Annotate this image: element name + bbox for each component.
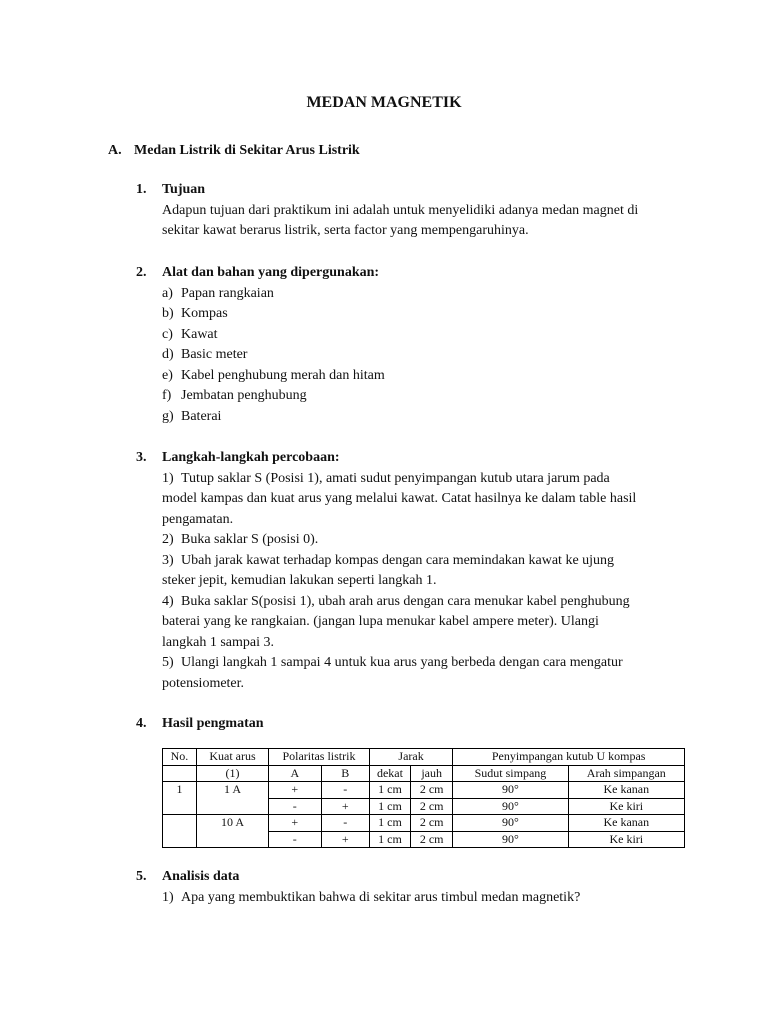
table-cell: - bbox=[321, 782, 369, 799]
header-cell: dekat bbox=[369, 765, 410, 782]
step-line bbox=[162, 612, 686, 633]
table-cell: 90° bbox=[453, 815, 568, 832]
table-cell: - bbox=[321, 815, 369, 832]
list-text: Basic meter bbox=[181, 347, 248, 362]
step-text: baterai yang ke rangkaian. (jangan lupa menukar kabel ampere meter). Ulangi bbox=[162, 614, 599, 629]
step-line bbox=[162, 510, 686, 531]
header-cell: Sudut simpang bbox=[453, 765, 568, 782]
table-cell: 2 cm bbox=[411, 831, 453, 848]
table-header-row bbox=[163, 749, 685, 766]
section-number: 2. bbox=[136, 265, 147, 280]
equipment-list bbox=[162, 284, 686, 428]
section-heading bbox=[136, 180, 686, 201]
list-item bbox=[162, 304, 686, 325]
list-item bbox=[162, 407, 686, 428]
step-marker: 4) bbox=[162, 593, 174, 609]
header-cell: A bbox=[269, 765, 322, 782]
section-heading bbox=[136, 263, 686, 284]
header-cell: Polaritas listrik bbox=[269, 749, 370, 766]
section-alat-bahan bbox=[136, 263, 686, 427]
list-marker: a) bbox=[162, 285, 173, 301]
table-cell: 1 cm bbox=[369, 798, 410, 815]
step-text: Ubah jarak kawat terhadap kompas dengan cara memindakan kawat ke ujung bbox=[181, 552, 615, 568]
table-cell: 10 A bbox=[196, 815, 268, 832]
step-text: potensiometer. bbox=[162, 675, 245, 691]
step-text: Buka saklar S(posisi 1), ubah arah arus dengan cara menukar kabel penghubung bbox=[181, 593, 630, 609]
header-cell: (1) bbox=[196, 765, 268, 782]
list-text: Jembatan penghubung bbox=[181, 388, 307, 403]
step-marker: 2) bbox=[162, 532, 174, 547]
step-text: pengamatan. bbox=[162, 511, 234, 527]
table-cell: 90° bbox=[453, 782, 568, 799]
list-marker: d) bbox=[162, 347, 174, 362]
table-cell: - bbox=[269, 798, 322, 815]
table-row bbox=[163, 798, 685, 815]
table-cell: 1 A bbox=[196, 782, 268, 799]
table-cell bbox=[163, 815, 197, 848]
step-text: langkah 1 sampai 3. bbox=[162, 634, 274, 650]
section-title: Alat dan bahan yang dipergunakan: bbox=[162, 265, 380, 280]
section-number: 4. bbox=[136, 716, 147, 731]
table-subheader-row bbox=[163, 765, 685, 782]
table-cell: + bbox=[269, 782, 322, 799]
list-item bbox=[162, 386, 686, 407]
question-line bbox=[162, 888, 686, 909]
step-text: Tutup saklar S (Posisi 1), amati sudut penyimpangan kutub utara jarum pada bbox=[181, 470, 610, 486]
list-marker: b) bbox=[162, 306, 174, 321]
list-marker: c) bbox=[162, 326, 173, 342]
section-body bbox=[162, 201, 686, 242]
table-cell: + bbox=[321, 798, 369, 815]
table-cell bbox=[196, 831, 268, 848]
section-title: Langkah-langkah percobaan: bbox=[162, 450, 340, 465]
section-heading bbox=[136, 714, 686, 735]
section-heading bbox=[136, 867, 686, 888]
list-item bbox=[162, 325, 686, 346]
step-marker: 3) bbox=[162, 552, 174, 568]
table-cell: Ke kanan bbox=[568, 815, 684, 832]
list-text: Baterai bbox=[181, 408, 222, 424]
table-cell: 2 cm bbox=[411, 815, 453, 832]
header-cell: Penyimpangan kutub U kompas bbox=[453, 749, 685, 766]
step-line bbox=[162, 551, 686, 572]
table-cell bbox=[196, 798, 268, 815]
table-cell: + bbox=[321, 831, 369, 848]
table-cell: 90° bbox=[453, 798, 568, 815]
section-langkah bbox=[136, 448, 686, 694]
table-cell: 1 bbox=[163, 782, 197, 815]
step-line bbox=[162, 653, 686, 674]
section-a-heading bbox=[108, 141, 360, 162]
step-text: model kampas dan kuat arus yang melalui kawat. Catat hasilnya ke dalam table hasil bbox=[162, 491, 637, 506]
header-cell: Kuat arus bbox=[196, 749, 268, 766]
list-item bbox=[162, 366, 686, 387]
section-hasil bbox=[136, 714, 686, 735]
list-marker: e) bbox=[162, 367, 173, 383]
table-row bbox=[163, 782, 685, 799]
section-analisis bbox=[136, 867, 686, 908]
table-cell: Ke kiri bbox=[568, 798, 684, 815]
list-text: Papan rangkaian bbox=[181, 285, 274, 301]
step-text: Buka saklar S (posisi 0). bbox=[181, 532, 319, 547]
section-number: 1. bbox=[136, 182, 147, 197]
section-heading bbox=[136, 448, 686, 469]
step-line bbox=[162, 592, 686, 613]
section-title: Hasil pengmatan bbox=[162, 716, 264, 731]
table-cell: Ke kiri bbox=[568, 831, 684, 848]
table-cell: 2 cm bbox=[411, 782, 453, 799]
table-cell: 90° bbox=[453, 831, 568, 848]
section-title: Analisis data bbox=[162, 869, 240, 884]
paragraph-line: Adapun tujuan dari praktikum ini adalah untuk menyelidiki adanya medan magnet di bbox=[162, 202, 639, 218]
list-item bbox=[162, 345, 686, 366]
step-line bbox=[162, 469, 686, 490]
header-cell: jauh bbox=[411, 765, 453, 782]
step-marker: 1) bbox=[162, 470, 174, 486]
steps-list bbox=[162, 469, 686, 695]
step-text: Ulangi langkah 1 sampai 4 untuk kua arus yang berbeda dengan cara mengatur bbox=[181, 655, 623, 670]
section-a-title: Medan Listrik di Sekitar Arus Listrik bbox=[134, 143, 360, 158]
table-cell: + bbox=[269, 815, 322, 832]
list-text: Kawat bbox=[181, 326, 218, 342]
list-text: Kompas bbox=[181, 306, 228, 321]
section-number: 5. bbox=[136, 869, 147, 884]
header-cell: B bbox=[321, 765, 369, 782]
header-cell: Jarak bbox=[369, 749, 452, 766]
step-marker: 5) bbox=[162, 655, 174, 670]
table-cell: 1 cm bbox=[369, 831, 410, 848]
list-marker: g) bbox=[162, 408, 174, 424]
step-text: steker jepit, kemudian lakukan seperti langkah 1. bbox=[162, 573, 437, 588]
table-cell: 1 cm bbox=[369, 782, 410, 799]
step-line bbox=[162, 530, 686, 551]
question-marker: 1) bbox=[162, 889, 174, 905]
table-row bbox=[163, 831, 685, 848]
list-marker: f) bbox=[162, 388, 172, 403]
results-table bbox=[162, 748, 685, 848]
table-cell: 1 cm bbox=[369, 815, 410, 832]
table-row bbox=[163, 815, 685, 832]
section-title: Tujuan bbox=[162, 182, 206, 197]
question-text: Apa yang membuktikan bahwa di sekitar arus timbul medan magnetik? bbox=[181, 889, 581, 905]
section-number: 3. bbox=[136, 450, 147, 465]
section-a-letter: A. bbox=[108, 143, 122, 158]
table-cell: Ke kanan bbox=[568, 782, 684, 799]
paragraph-line: sekitar kawat berarus listrik, serta factor yang mempengaruhinya. bbox=[162, 223, 529, 238]
document-title: MEDAN MAGNETIK bbox=[306, 94, 462, 111]
section-tujuan bbox=[136, 180, 686, 242]
step-line bbox=[162, 489, 686, 510]
step-line bbox=[162, 633, 686, 654]
header-cell: Arah simpangan bbox=[568, 765, 684, 782]
table-cell: 2 cm bbox=[411, 798, 453, 815]
list-text: Kabel penghubung merah dan hitam bbox=[181, 367, 385, 383]
table-cell: - bbox=[269, 831, 322, 848]
header-cell bbox=[163, 765, 197, 782]
header-cell: No. bbox=[163, 749, 197, 766]
step-line bbox=[162, 674, 686, 695]
list-item bbox=[162, 284, 686, 305]
analysis-questions bbox=[162, 888, 686, 909]
step-line bbox=[162, 571, 686, 592]
